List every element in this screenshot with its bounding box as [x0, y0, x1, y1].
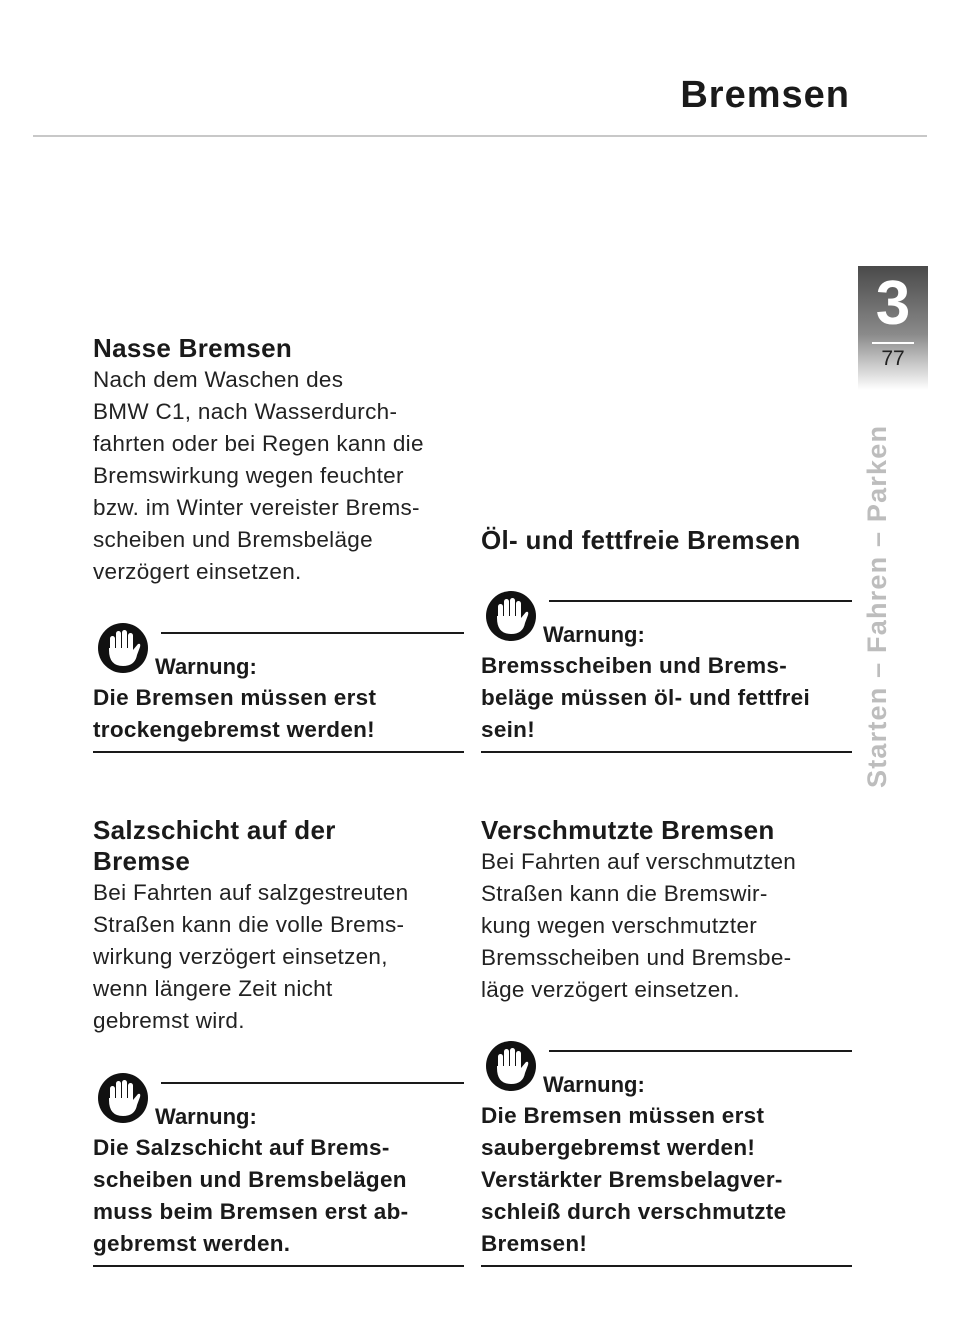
section-oel-fettfrei [481, 525, 852, 556]
warning-salzschicht [93, 1072, 464, 1267]
warning-label: Warnung: [543, 1072, 645, 1097]
warning-label: Warnung: [155, 654, 257, 679]
chapter-number: 3 [875, 269, 911, 338]
chapter-tab [858, 266, 928, 390]
warning-nasse-bremsen [93, 622, 464, 753]
section-title: Öl- und fettfreie Bremsen [481, 525, 801, 555]
hand-stop-icon [485, 1040, 537, 1092]
section-body: Bei Fahrten auf verschmutzten Straßen kann die Bremswir- kung wegen verschmutzter Bremsscheiben und Bremsbe- läge verzögert einsetzen. [481, 849, 797, 1002]
warning-rule [549, 1050, 852, 1052]
section-body: Nach dem Waschen des BMW C1, nach Wasserdurch- fahrten oder bei Regen kann die Bremswirkung wegen feuchter bzw. im Winter vereister Brems- scheiben und Bremsbeläge verzögert einsetzen. [93, 367, 424, 584]
warning-text: Die Bremsen müssen erst trockengebremst werden! [93, 682, 464, 753]
section-verschmutzte-bremsen [481, 815, 852, 1006]
section-nasse-bremsen [93, 333, 464, 588]
warning-rule [549, 600, 852, 602]
warning-rule [161, 632, 464, 634]
section-title: Nasse Bremsen [93, 333, 293, 363]
section-body: Bei Fahrten auf salzgestreuten Straßen kann die volle Brems- wirkung verzögert einsetzen, wenn längere Zeit nicht gebremst wird. [93, 880, 409, 1033]
warning-label: Warnung: [543, 622, 645, 647]
header-rule [33, 135, 927, 137]
warning-label: Warnung: [155, 1104, 257, 1129]
hand-stop-icon [97, 1072, 149, 1124]
warning-text: Die Salzschicht auf Brems- scheiben und Bremsbelägen muss beim Bremsen erst ab- gebremst werden. [93, 1132, 464, 1267]
hand-stop-icon [97, 622, 149, 674]
section-salzschicht [93, 815, 464, 1037]
section-title: Salzschicht auf der Bremse [93, 815, 336, 876]
page-title: Bremsen [680, 74, 850, 116]
section-title: Verschmutzte Bremsen [481, 815, 775, 845]
chapter-side-label: Starten – Fahren – Parken [862, 424, 892, 788]
warning-rule [161, 1082, 464, 1084]
warning-text: Die Bremsen müssen erst saubergebremst werden! Verstärkter Bremsbelagver- schleiß durch verschmutzte Bremsen! [481, 1100, 852, 1267]
chapter-divider [872, 342, 914, 344]
warning-oel-fettfrei [481, 590, 852, 753]
hand-stop-icon [485, 590, 537, 642]
warning-text: Bremsscheiben und Brems- beläge müssen öl- und fettfrei sein! [481, 650, 852, 753]
page-number: 77 [881, 347, 905, 370]
warning-verschmutzte-bremsen [481, 1040, 852, 1267]
